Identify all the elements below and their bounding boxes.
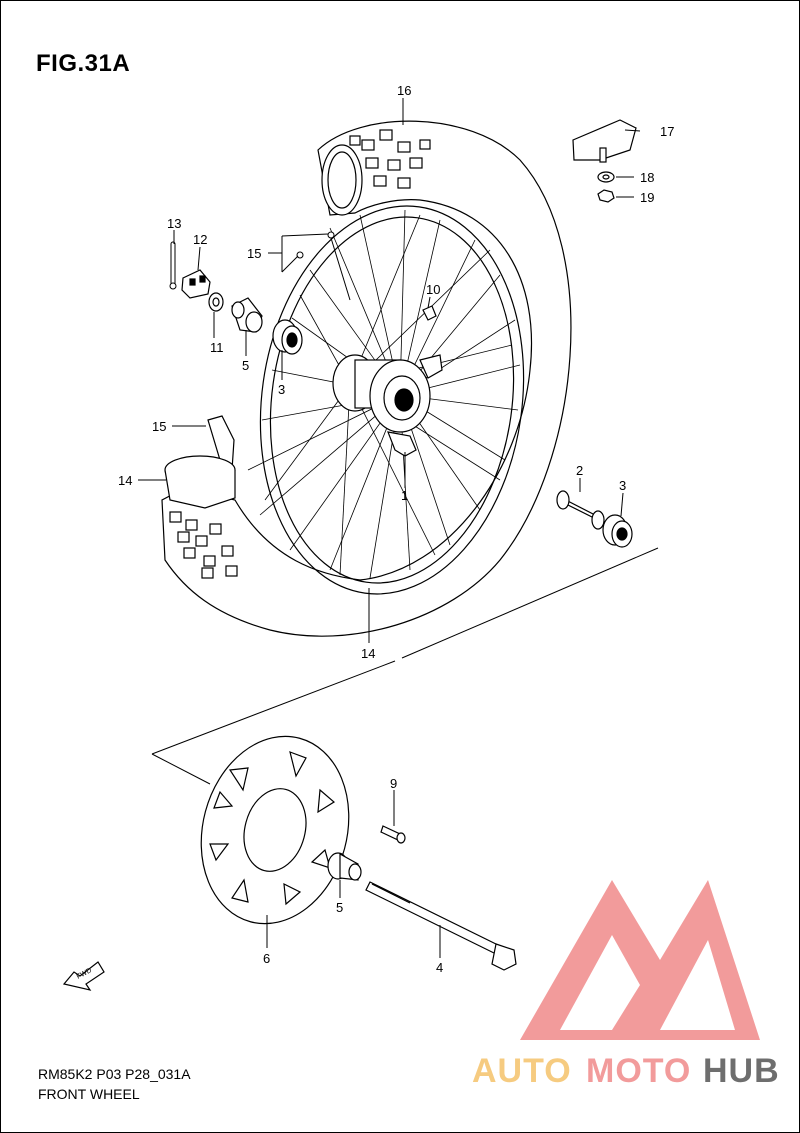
bearing-right: [603, 515, 632, 547]
figure-title: FIG.31A: [36, 50, 131, 77]
watermark-moto: MOTO: [586, 1052, 692, 1090]
washer: [209, 293, 223, 311]
spacer-lower: [328, 853, 361, 880]
spoke-nipple: [423, 306, 436, 320]
watermark-hub: HUB: [703, 1052, 780, 1090]
disc-bolt: [381, 826, 405, 843]
callout-3-right: 3: [619, 478, 627, 493]
cotter-pin: [170, 242, 176, 289]
axle: [366, 882, 516, 970]
fwd-text: FWD: [75, 967, 94, 981]
callout-9: 11: [210, 340, 224, 355]
callout-4: 4: [436, 960, 444, 975]
hub: [333, 355, 442, 456]
callout-15: 14: [361, 646, 376, 661]
callout-17: 17: [660, 124, 675, 139]
callout-3-upper: 3: [278, 382, 286, 397]
nut-small: [598, 190, 614, 202]
callout-8: 10: [426, 282, 441, 297]
callout-5-lower: 5: [336, 900, 344, 915]
washer-small: [598, 172, 614, 182]
watermark-auto: AUTO: [472, 1052, 572, 1090]
callout-1: 1: [401, 488, 409, 503]
callout-12: 16: [397, 83, 412, 98]
castle-nut: [182, 270, 210, 298]
callout-13: 14: [118, 473, 133, 488]
callout-5-upper: 5: [242, 358, 250, 373]
spacer-upper: [232, 298, 262, 332]
callout-6: 6: [263, 951, 271, 966]
callout-2: 2: [576, 463, 584, 478]
callout-18: 18: [640, 170, 655, 185]
callout-7: 9: [390, 776, 398, 791]
callout-16: 15: [247, 246, 262, 261]
callout-11: 13: [167, 216, 182, 231]
spacer-right: [557, 491, 604, 529]
figure-name: FRONT WHEEL: [38, 1086, 140, 1102]
watermark-logo: [472, 880, 780, 1090]
model-code: RM85K2 P03 P28_031A: [38, 1066, 191, 1082]
rim-lock: [573, 120, 636, 162]
callout-10: 12: [193, 232, 208, 247]
bearing-upper: [273, 320, 302, 354]
tube: [165, 416, 235, 508]
callout-19: 19: [640, 190, 655, 205]
callout-14: 15: [152, 419, 167, 434]
fwd-arrow-icon: [64, 962, 104, 990]
